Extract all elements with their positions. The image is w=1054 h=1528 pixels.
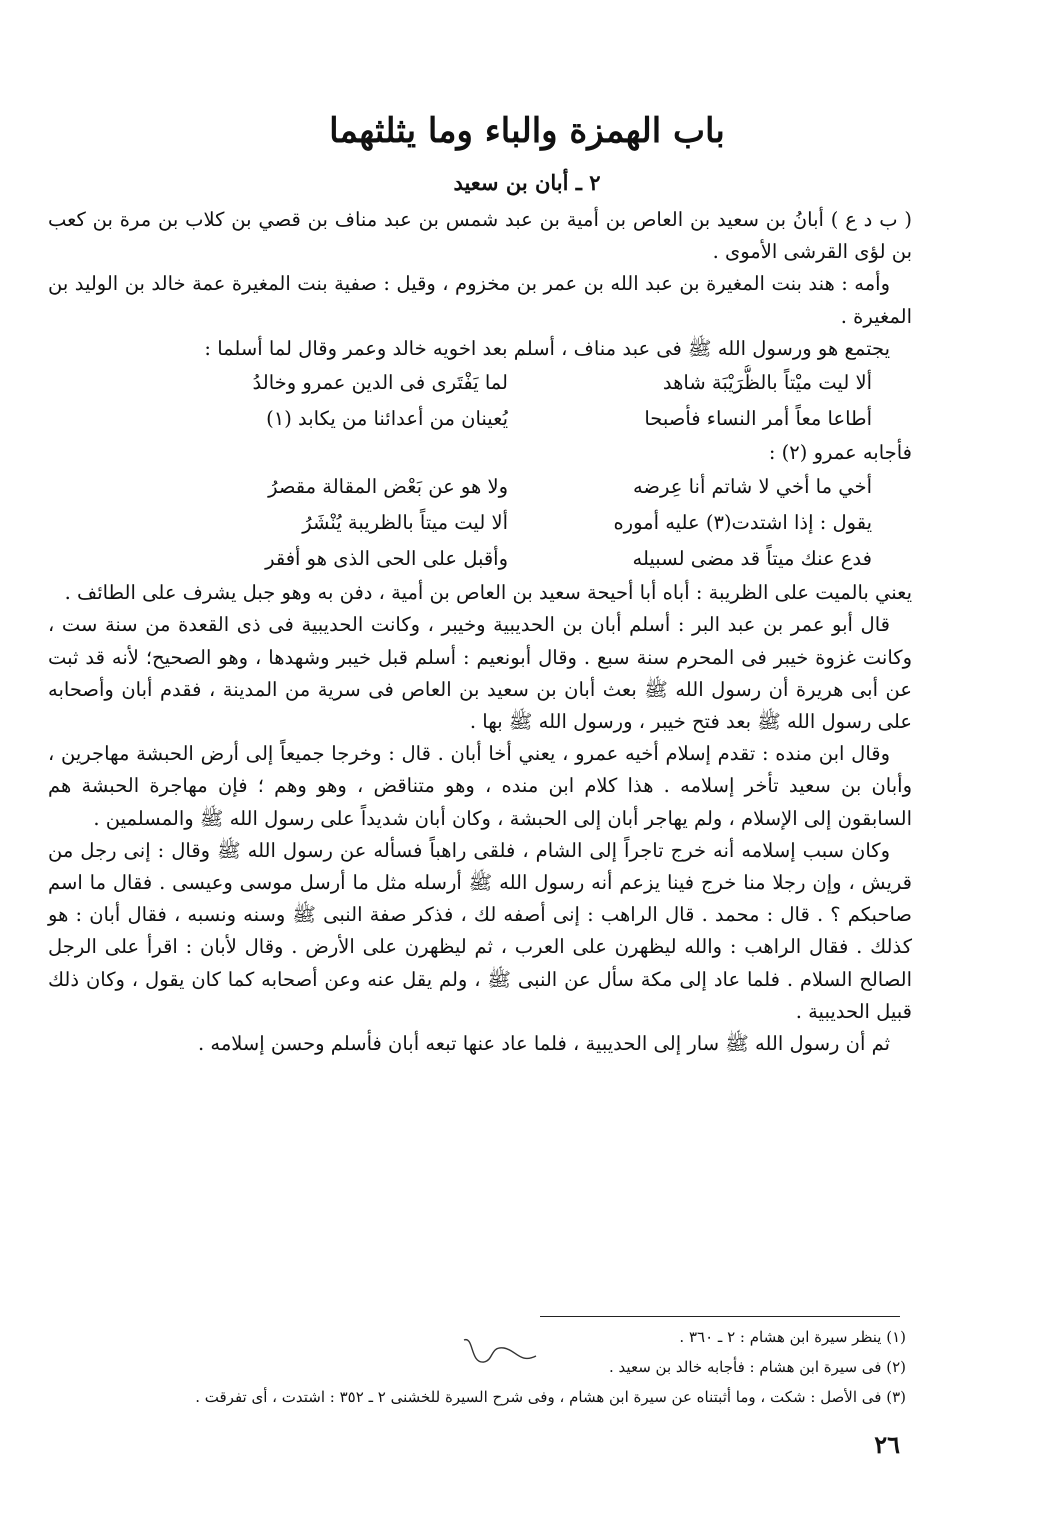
paragraph-meeting: يجتمع هو ورسول الله ﷺ فى عبد مناف ، أسلم بعد اخويه خالد وعمر وقال لما أسلما : bbox=[204, 336, 890, 360]
verse-first-hemistich: أطاعا معاً أمر النساء فأصبحا bbox=[644, 407, 872, 431]
verse-second-hemistich: لما يَفْتَرى فى الدين عمرو وخالدُ bbox=[252, 371, 508, 395]
verse-line bbox=[172, 469, 872, 505]
verse-first-hemistich: يقول : إذا اشتدت(٣) عليه أموره bbox=[613, 511, 872, 535]
entry-title: ٢ ـ أبان بن سعيد bbox=[453, 170, 601, 195]
footnote-2: (٢) فى سيرة ابن هشام : فأجابه خالد بن سعيد . bbox=[609, 1358, 906, 1376]
verse-line bbox=[172, 365, 872, 401]
verse-second-hemistich: وأقبل على الحى الذى هو أفقر bbox=[265, 547, 508, 571]
paragraph-mother: وأمه : هند بنت المغيرة بن عبد الله بن عمر بن مخزوم ، وقيل : صفية بنت المغيرة عمة خالد بن الوليد بن المغيرة . bbox=[48, 272, 912, 328]
paragraph-conversion-story: وكان سبب إسلامه أنه خرج تاجراً إلى الشام ، فلقى راهباً فسأله عن رسول الله ﷺ وقال : إنى رجل من قريش ، وإن رجلا منا خرج فينا يزعم أنه رسول الله ﷺ أرسله مثل ما أرسل موسى وعيسى . فقال ما اسم صاحبكم ؟ . قال : محمد . قال الراهب : إنى أصفه لك ، فذكر صفة النبى ﷺ وسنه ونسبه ، فقال أبان : هو كذلك . فقال الراهب : والله ليظهرن على العرب ، ثم ليظهرن على الأرض . وقال لأبان : اقرأ على الرجل الصالح السلام . فلما عاد إلى مكة سأل عن النبى ﷺ ، ولم يقل عنه وعن أصحابه كما كان يقول ، وكان ذلك قبيل الحديبية . bbox=[48, 838, 912, 1023]
verse-first-hemistich: أخي ما أخي لا شاتم أنا عِرضه bbox=[632, 475, 872, 499]
verse-line bbox=[172, 541, 872, 577]
poem-amr bbox=[172, 469, 872, 577]
footnotes bbox=[60, 1322, 906, 1412]
verse-second-hemistich: يُعينان من أعدائنا من يكابد (١) bbox=[266, 407, 508, 431]
chapter-title: باب الهمزة والباء وما يثلثهما bbox=[329, 111, 725, 151]
paragraph-ibn-abd-albarr: قال أبو عمر بن عبد البر : أسلم أبان بن الحديبية وخيبر ، وكانت الحديبية فى ذى القعدة من سنة ست ، وكانت غزوة خيبر فى المحرم سنة سبع . وقال أبونعيم : أسلم قبل خيبر وشهدها ، وهو الصحيح؛ لأنه قد ثبت عن أبى هريرة أن رسول الله ﷺ بعث أبان بن سعيد بن العاص فى سرية من المدينة ، فقدم أبان وأصحابه على رسول الله ﷺ بعد فتح خيبر ، ورسول الله ﷺ بها . bbox=[48, 613, 912, 734]
verse-line bbox=[172, 401, 872, 437]
paragraph-ibn-mandah: وقال ابن منده : تقدم إسلام أخيه عمرو ، يعني أخا أبان . قال : وخرجا جميعاً إلى أرض الحبشة مهاجرين ، وأبان بن سعيد تأخر إسلامه . هذا كلام ابن منده ، وهو متناقض ، وهو وهم ؛ فإن مهاجرة الحبشة هم السابقون إلى الإسلام ، ولم يهاجر أبان إلى الحبشة ، وكان أبان شديداً على رسول الله ﷺ والمسلمين . bbox=[48, 742, 912, 830]
poem-khalid bbox=[172, 365, 872, 437]
footnote-1: (١) ينظر سيرة ابن هشام : ٢ ـ ٣٦٠ . bbox=[679, 1328, 906, 1346]
verse-second-hemistich: ألا ليت ميتاً بالظريبة يُنْشَرُ bbox=[302, 511, 508, 535]
verse-first-hemistich: ألا ليت ميْتاً بالظُّرَيْبَة شاهد bbox=[662, 371, 872, 395]
footnote-3: (٣) فى الأصل : شكت ، وما أثبتناه عن سيرة ابن هشام ، وفى شرح السيرة للخشنى ٢ ـ ٣٥٢ : اشتدت ، أى تفرقت . bbox=[195, 1388, 906, 1406]
paragraph-conclusion: ثم أن رسول الله ﷺ سار إلى الحديبية ، فلما عاد عنها تبعه أبان فأسلم وحسن إسلامه . bbox=[198, 1032, 890, 1056]
verse-second-hemistich: ولا هو عن بَعْض المقالة مقصرُ bbox=[268, 475, 508, 499]
paragraph-lineage: ( ب د ع ) أبانُ بن سعيد بن العاص بن أمية بن عبد شمس بن عبد مناف بن قصي بن كلاب بن مرة بن كعب بن لؤى القرشى الأموى . bbox=[48, 208, 912, 264]
verse-first-hemistich: فدع عنك ميتاً قد مضى لسبيله bbox=[632, 547, 872, 571]
footnote-divider bbox=[540, 1316, 900, 1317]
verse-line bbox=[172, 505, 872, 541]
entry-body bbox=[48, 204, 912, 1060]
paragraph-explanation: يعني بالميت على الظريبة : أباه أبا أحيحة سعيد بن العاص بن أمية ، دفن به وهو جبل يشرف على الطائف . bbox=[64, 581, 912, 605]
paragraph-reply: فأجابه عمرو (٢) : bbox=[768, 441, 912, 465]
page-number: ٢٦ bbox=[874, 1430, 900, 1459]
